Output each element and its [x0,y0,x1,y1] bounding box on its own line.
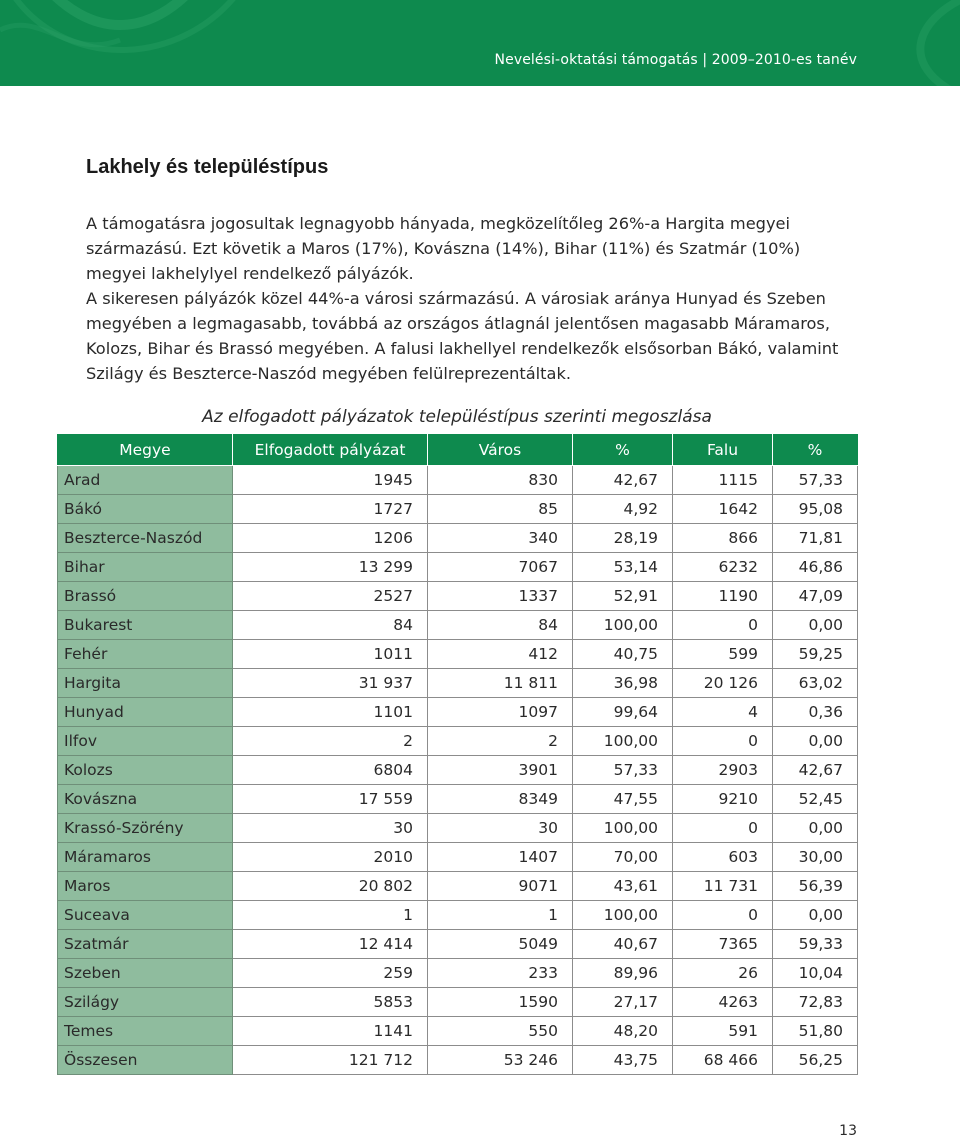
value-cell: 340 [428,524,573,553]
value-cell: 17 559 [233,785,428,814]
value-cell: 40,75 [573,640,673,669]
value-cell: 591 [673,1017,773,1046]
header-cell: % [773,435,858,466]
value-cell: 1642 [673,495,773,524]
value-cell: 56,39 [773,872,858,901]
value-cell: 11 811 [428,669,573,698]
header-cell: Város [428,435,573,466]
value-cell: 1011 [233,640,428,669]
table-row [58,930,858,959]
table-row [58,611,858,640]
value-cell: 31 937 [233,669,428,698]
table-row [58,1017,858,1046]
value-cell: 0 [673,901,773,930]
county-cell: Kolozs [58,756,233,785]
value-cell: 1590 [428,988,573,1017]
value-cell: 8349 [428,785,573,814]
value-cell: 20 802 [233,872,428,901]
value-cell: 550 [428,1017,573,1046]
value-cell: 0,00 [773,727,858,756]
value-cell: 2 [428,727,573,756]
county-cell: Arad [58,466,233,495]
county-cell: Temes [58,1017,233,1046]
value-cell: 28,19 [573,524,673,553]
value-cell: 30,00 [773,843,858,872]
value-cell: 5853 [233,988,428,1017]
value-cell: 1 [233,901,428,930]
table-row [58,582,858,611]
value-cell: 52,91 [573,582,673,611]
settlement-type-table [57,434,858,1075]
value-cell: 20 126 [673,669,773,698]
celtic-ornament-right-icon [840,0,960,86]
celtic-ornament-icon [0,0,300,86]
value-cell: 1 [428,901,573,930]
value-cell: 63,02 [773,669,858,698]
value-cell: 10,04 [773,959,858,988]
county-cell: Bukarest [58,611,233,640]
value-cell: 52,45 [773,785,858,814]
value-cell: 84 [428,611,573,640]
value-cell: 30 [233,814,428,843]
table-header-row [58,435,858,466]
county-cell: Brassó [58,582,233,611]
value-cell: 5049 [428,930,573,959]
value-cell: 4263 [673,988,773,1017]
value-cell: 0 [673,814,773,843]
value-cell: 95,08 [773,495,858,524]
value-cell: 36,98 [573,669,673,698]
value-cell: 1101 [233,698,428,727]
table-row [58,1046,858,1075]
value-cell: 72,83 [773,988,858,1017]
county-cell: Bákó [58,495,233,524]
value-cell: 2010 [233,843,428,872]
value-cell: 100,00 [573,901,673,930]
table-row [58,495,858,524]
paragraph-2: A sikeresen pályázók közel 44%-a városi származású. A városiak aránya Hunyad és Szeben megyében a legmagasabb, továbbá az országos átlagnál jelentősen magasabb Máramaros, Kolozs, Bihar és Brassó megyében. A falusi lakhellyel rendelkezők elsősorban Bákó, valamint Szilágy és Beszterce-Naszód megyében felülreprezentáltak. [86,289,839,383]
county-cell: Hargita [58,669,233,698]
value-cell: 0,00 [773,814,858,843]
county-cell: Fehér [58,640,233,669]
table-row [58,785,858,814]
value-cell: 47,55 [573,785,673,814]
value-cell: 599 [673,640,773,669]
value-cell: 99,64 [573,698,673,727]
value-cell: 0,00 [773,901,858,930]
value-cell: 6804 [233,756,428,785]
value-cell: 2903 [673,756,773,785]
value-cell: 11 731 [673,872,773,901]
value-cell: 412 [428,640,573,669]
county-cell: Máramaros [58,843,233,872]
table-row [58,756,858,785]
value-cell: 1097 [428,698,573,727]
table-row [58,640,858,669]
value-cell: 26 [673,959,773,988]
value-cell: 89,96 [573,959,673,988]
value-cell: 100,00 [573,814,673,843]
table-row [58,988,858,1017]
county-cell: Bihar [58,553,233,582]
value-cell: 2 [233,727,428,756]
value-cell: 0 [673,727,773,756]
value-cell: 40,67 [573,930,673,959]
table-row [58,843,858,872]
value-cell: 12 414 [233,930,428,959]
value-cell: 259 [233,959,428,988]
value-cell: 53 246 [428,1046,573,1075]
table-row [58,814,858,843]
value-cell: 1141 [233,1017,428,1046]
value-cell: 85 [428,495,573,524]
value-cell: 47,09 [773,582,858,611]
section-title: Lakhely és településtípus [86,156,329,178]
value-cell: 2527 [233,582,428,611]
county-cell: Beszterce-Naszód [58,524,233,553]
county-cell: Szeben [58,959,233,988]
paragraph-1: A támogatásra jogosultak legnagyobb hányada, megközelítőleg 26%-a Hargita megyei származású. Ezt követik a Maros (17%), Kovászna (14%), Bihar (11%) és Szatmár (10%) megyei lakhelylyel rendelkező pályázók. [86,214,801,283]
county-cell: Kovászna [58,785,233,814]
value-cell: 48,20 [573,1017,673,1046]
table-row [58,669,858,698]
value-cell: 1206 [233,524,428,553]
value-cell: 1945 [233,466,428,495]
table-row [58,901,858,930]
page-number: 13 [839,1123,857,1139]
value-cell: 70,00 [573,843,673,872]
value-cell: 53,14 [573,553,673,582]
value-cell: 30 [428,814,573,843]
table-row [58,553,858,582]
table-row [58,959,858,988]
value-cell: 0 [673,611,773,640]
value-cell: 42,67 [773,756,858,785]
value-cell: 1407 [428,843,573,872]
value-cell: 51,80 [773,1017,858,1046]
value-cell: 603 [673,843,773,872]
table-row [58,872,858,901]
value-cell: 43,61 [573,872,673,901]
value-cell: 9071 [428,872,573,901]
value-cell: 830 [428,466,573,495]
value-cell: 43,75 [573,1046,673,1075]
value-cell: 100,00 [573,727,673,756]
value-cell: 57,33 [773,466,858,495]
value-cell: 1115 [673,466,773,495]
value-cell: 1727 [233,495,428,524]
value-cell: 27,17 [573,988,673,1017]
county-cell: Összesen [58,1046,233,1075]
value-cell: 100,00 [573,611,673,640]
body-text [86,211,862,386]
value-cell: 57,33 [573,756,673,785]
county-cell: Maros [58,872,233,901]
value-cell: 7365 [673,930,773,959]
value-cell: 0,36 [773,698,858,727]
header-cell: Elfogadott pályázat [233,435,428,466]
header-band [0,0,960,86]
county-cell: Szatmár [58,930,233,959]
value-cell: 68 466 [673,1046,773,1075]
value-cell: 42,67 [573,466,673,495]
table-row [58,466,858,495]
county-cell: Szilágy [58,988,233,1017]
value-cell: 4 [673,698,773,727]
header-cell: Megye [58,435,233,466]
value-cell: 3901 [428,756,573,785]
header-cell: Falu [673,435,773,466]
value-cell: 59,25 [773,640,858,669]
county-cell: Krassó-Szörény [58,814,233,843]
value-cell: 59,33 [773,930,858,959]
value-cell: 7067 [428,553,573,582]
value-cell: 13 299 [233,553,428,582]
county-cell: Suceava [58,901,233,930]
value-cell: 121 712 [233,1046,428,1075]
county-cell: Hunyad [58,698,233,727]
value-cell: 866 [673,524,773,553]
value-cell: 4,92 [573,495,673,524]
table-row [58,698,858,727]
county-cell: Ilfov [58,727,233,756]
value-cell: 46,86 [773,553,858,582]
table-caption: Az elfogadott pályázatok településtípus szerinti megoszlása [202,407,712,427]
value-cell: 84 [233,611,428,640]
value-cell: 9210 [673,785,773,814]
value-cell: 56,25 [773,1046,858,1075]
value-cell: 6232 [673,553,773,582]
table-row [58,727,858,756]
value-cell: 71,81 [773,524,858,553]
value-cell: 1190 [673,582,773,611]
value-cell: 0,00 [773,611,858,640]
value-cell: 233 [428,959,573,988]
value-cell: 1337 [428,582,573,611]
header-cell: % [573,435,673,466]
table-row [58,524,858,553]
running-header: Nevelési-oktatási támogatás | 2009–2010-es tanév [494,52,857,68]
